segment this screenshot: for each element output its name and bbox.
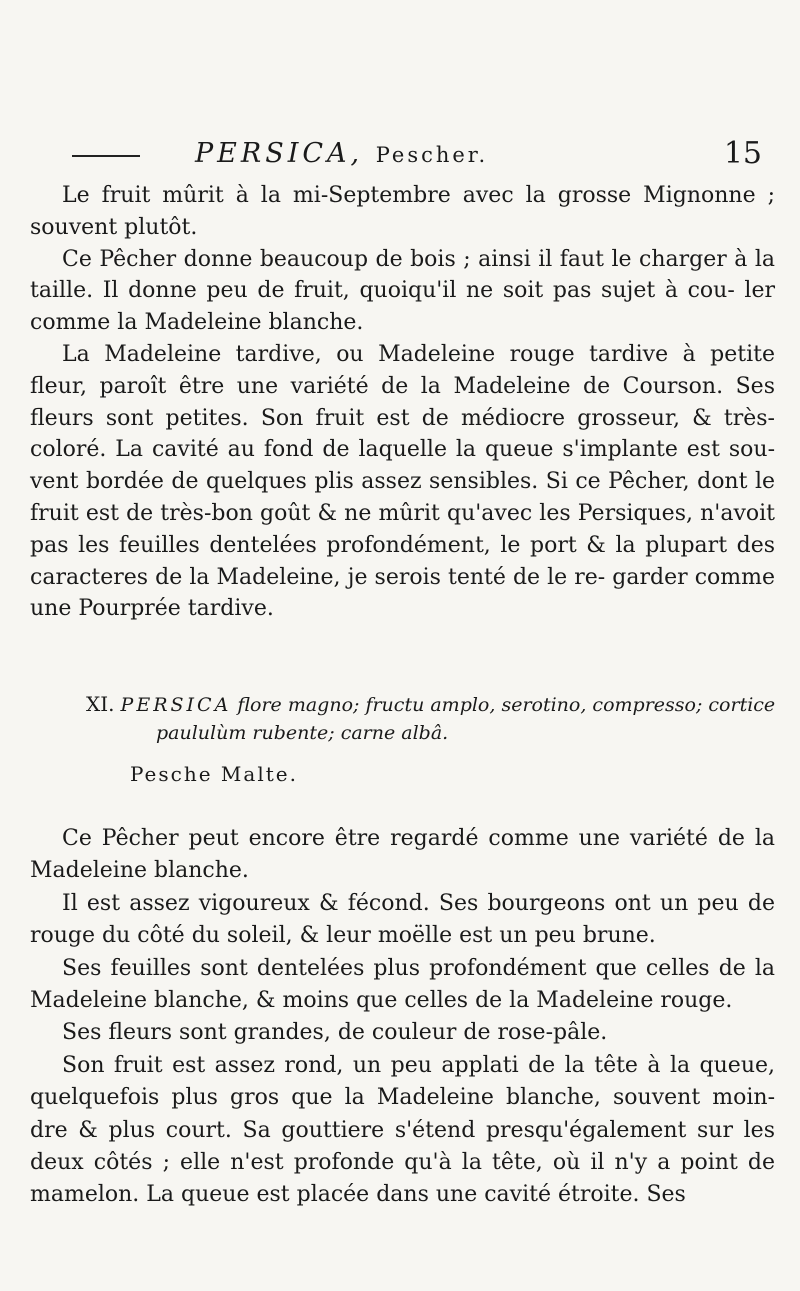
text-line: Il est assez vigoureux & fécond. Ses bourgeons ont un peu de xyxy=(62,890,775,916)
paragraph xyxy=(30,888,775,953)
common-name: Pesche Malte. xyxy=(130,762,298,786)
text-line: souvent plutôt. xyxy=(30,214,198,240)
text-line: quelquefois plus gros que la Madeleine blanche, souvent moin- xyxy=(30,1085,775,1111)
text-line: rouge du côté du soleil, & leur moëlle est un peu brune. xyxy=(30,923,656,949)
text-line: n'avoit pas les feuilles dentelées profondément, le port & la xyxy=(30,500,775,558)
text-line: Madeleine blanche. xyxy=(30,858,249,884)
text-line: Ses feuilles sont dentelées plus profondément que celles xyxy=(62,955,710,981)
text-line: Ce Pêcher peut encore être regardé comme une variété de la xyxy=(62,826,775,851)
text-line: plupart des caracteres de la Madeleine, je serois tenté de le re- xyxy=(30,532,776,590)
paragraph xyxy=(30,823,775,888)
section-2-text xyxy=(30,823,775,1212)
paragraph xyxy=(30,180,775,244)
text-line: le fruit est de très-bon goût & ne mûrit qu'avec les Persiques, xyxy=(30,469,776,526)
text-line: deux côtés ; elle n'est profonde qu'à la tête, où il n'y a point xyxy=(30,1150,738,1176)
text-line: Ce Pêcher donne beaucoup de bois ; ainsi il faut le charger à xyxy=(62,246,748,272)
text-line: de la Madeleine blanche, & moins que celles de la Madeleine xyxy=(30,955,776,1014)
entry-description-cont: paululùm rubente; carne albâ. xyxy=(156,722,449,744)
running-title xyxy=(195,138,488,169)
text-line: Le fruit mûrit à la mi-Septembre avec la grosse Mignonne ; xyxy=(62,183,775,208)
text-line: fleurs sont petites. Son fruit est de médiocre grosseur, & très- xyxy=(30,405,775,431)
text-line: ler comme la Madeleine blanche. xyxy=(30,278,775,336)
paragraph xyxy=(30,339,775,625)
text-line: dre & plus court. Sa gouttiere s'étend presqu'également sur les xyxy=(30,1117,775,1143)
page-number: 15 xyxy=(723,136,762,171)
paragraph xyxy=(30,244,775,339)
text-line: rouge. xyxy=(660,988,733,1014)
text-line: coloré. La cavité au fond de laquelle la queue s'implante est sou- xyxy=(30,437,775,463)
running-header xyxy=(0,138,800,178)
section-1-text xyxy=(30,180,775,625)
text-line: vent bordée de quelques plis assez sensibles. Si ce Pêcher, dont xyxy=(30,469,748,495)
french-title: Pescher. xyxy=(375,143,489,167)
text-line: de mamelon. La queue est placée dans une cavité étroite. Ses xyxy=(30,1150,775,1208)
entry-description: flore magno; fructu amplo, serotino, compresso; cortice xyxy=(237,694,776,716)
text-line: Son fruit est assez rond, un peu applati de la tête à la queue, xyxy=(62,1052,775,1078)
text-line: garder comme une Pourprée tardive. xyxy=(30,564,776,622)
text-line: La Madeleine tardive, ou Madeleine rouge tardive à petite xyxy=(62,341,775,367)
paragraph xyxy=(30,1017,775,1049)
entry-number: XI. xyxy=(86,692,115,716)
entry-genus: PERSICA xyxy=(120,694,232,716)
text-line: Ses fleurs sont grandes, de couleur de rose-pâle. xyxy=(62,1020,608,1046)
text-line: fleur, paroît être une variété de la Madeleine de Courson. Ses xyxy=(30,373,775,399)
species-entry xyxy=(86,690,776,747)
text-line: la taille. Il donne peu de fruit, quoiqu'il ne soit pas sujet à cou- xyxy=(30,246,776,304)
genus-title: PERSICA, xyxy=(195,138,364,169)
paragraph xyxy=(30,1050,775,1212)
paragraph xyxy=(30,953,775,1018)
header-rule xyxy=(72,155,140,157)
